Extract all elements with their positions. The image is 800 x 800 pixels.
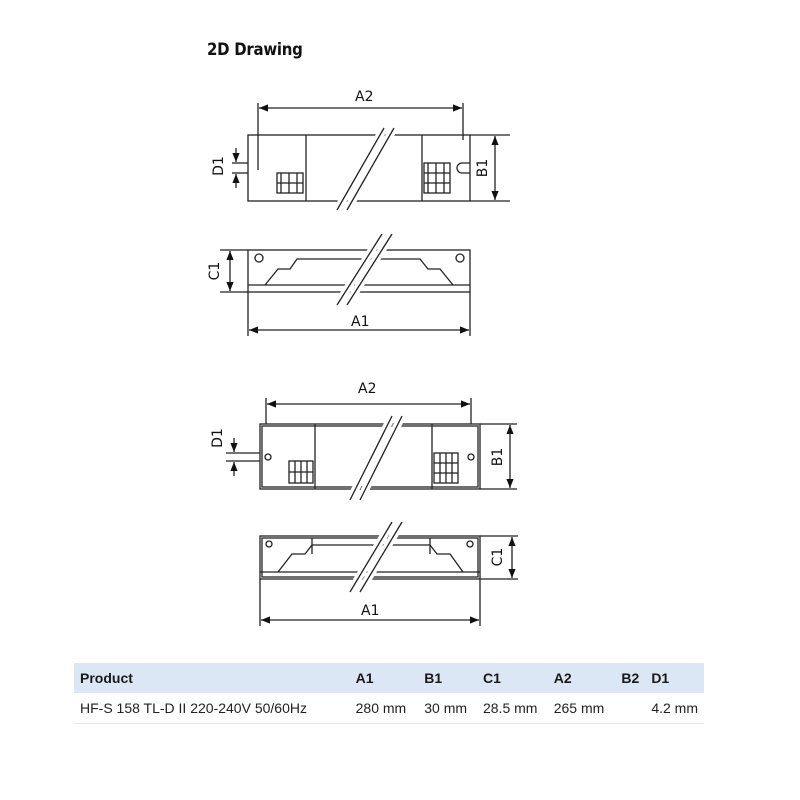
col-b2: B2	[615, 663, 645, 693]
cell-a1: 280 mm	[350, 693, 419, 724]
col-product: Product	[74, 663, 350, 693]
page-title: 2D Drawing	[207, 40, 303, 60]
cell-c1: 28.5 mm	[477, 693, 548, 724]
col-a1: A1	[350, 663, 419, 693]
side-view-1	[220, 234, 470, 336]
cell-b1: 30 mm	[418, 693, 477, 724]
cell-d1: 4.2 mm	[645, 693, 704, 724]
label-c1-bottom-side: C1	[490, 547, 506, 567]
label-b1-bottom: B1	[490, 447, 506, 467]
label-d1-bottom: D1	[210, 428, 226, 448]
table-row	[74, 693, 704, 724]
label-c1-side: C1	[207, 261, 223, 281]
cell-b2	[615, 693, 645, 724]
label-d1-top: D1	[211, 156, 227, 176]
label-a2-top: A2	[355, 89, 374, 105]
cell-product: HF-S 158 TL-D II 220-240V 50/60Hz	[74, 693, 350, 724]
top-view-2	[226, 398, 517, 500]
top-view-1	[232, 103, 510, 210]
dimension-table	[74, 663, 704, 724]
table-header-row	[74, 663, 704, 693]
side-view-2	[260, 522, 518, 626]
col-d1: D1	[645, 663, 704, 693]
label-b1-top: B1	[475, 158, 491, 178]
col-a2: A2	[548, 663, 616, 693]
col-b1: B1	[418, 663, 477, 693]
label-a1-side: A1	[351, 314, 370, 330]
label-a1-bottom-side: A1	[361, 603, 380, 619]
cell-a2: 265 mm	[548, 693, 616, 724]
label-a2-bottom: A2	[358, 381, 377, 397]
col-c1: C1	[477, 663, 548, 693]
